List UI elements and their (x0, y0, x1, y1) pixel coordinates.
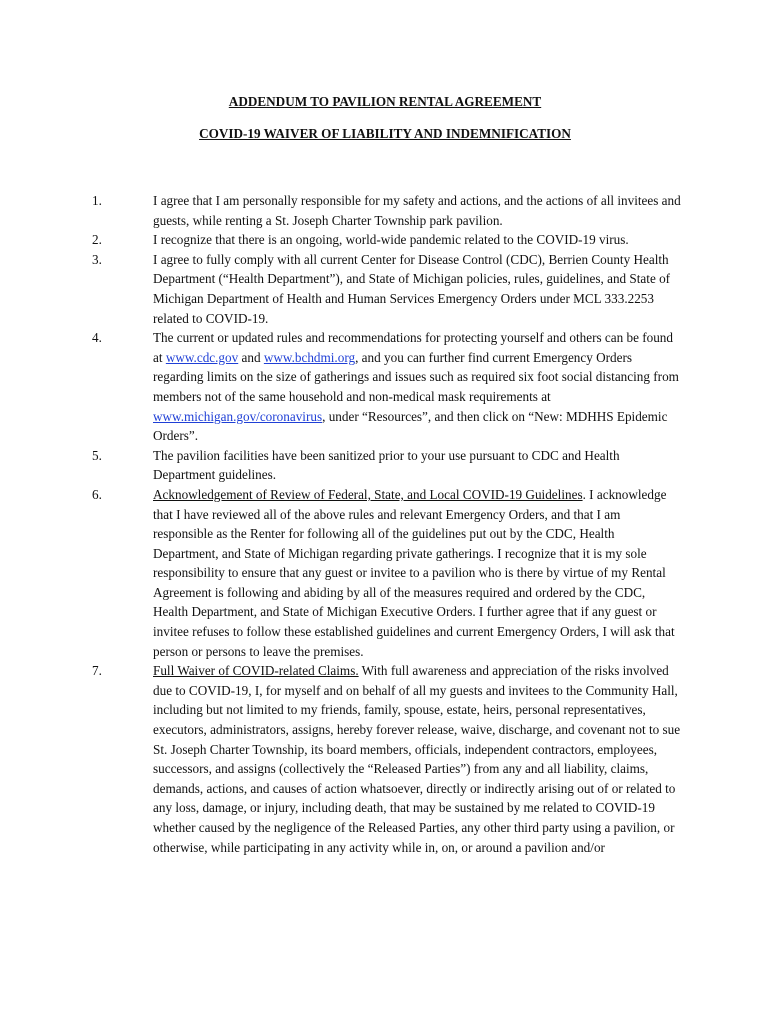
item-text (153, 328, 683, 446)
list-item (0, 191, 770, 230)
item-text: The pavilion facilities have been sanitized prior to your use pursuant to CDC and Health Department guidelines. (153, 447, 620, 483)
item-number: 7. (92, 663, 102, 679)
item-text: I recognize that there is an ongoing, world-wide pandemic related to the COVID-19 virus. (153, 232, 629, 248)
cdc-link[interactable]: www.cdc.gov (165, 349, 239, 365)
item-text: I agree to fully comply with all current Center for Disease Control (CDC), Berrien County Health Department (“Health Department”), and State of Michigan policies, rules, guidelines, and State of Michigan Department of Health and Human Services Emergency Orders under MCL 333.2253 related to COVID-19. (153, 251, 671, 326)
list-item (0, 230, 770, 250)
item-text (153, 661, 683, 857)
item-number: 5. (92, 447, 102, 463)
item-heading: Full Waiver of COVID-related Claims. (153, 663, 359, 679)
item-text-part: , and you can further find current Emergency Orders regarding limits on the size of gatherings and issues such as required six foot social distancing from members not of the same household and non-medical mask requirements at (153, 349, 679, 404)
list-item (0, 446, 770, 485)
document-subtitle: COVID-19 WAIVER OF LIABILITY AND INDEMNIFICATION (199, 126, 571, 141)
document-title: ADDENDUM TO PAVILION RENTAL AGREEMENT (228, 94, 542, 109)
item-text-part: The current or updated rules and recommendations for protecting yourself and others can be found at (153, 330, 673, 365)
item-heading: Acknowledgement of Review of Federal, State, and Local COVID-19 Guidelines (153, 486, 583, 502)
item-text-part: With full awareness and appreciation of the risks involved due to COVID-19, I, for myself and on behalf of all my guests and invitees to the Community Hall, including but not limited to my friends, family, spouse, estate, heirs, personal representatives, executors, administrators, assigns, hereby forever release, waive, discharge, and covenant not to sue St. Joseph Charter Township, its board members, officials, independent contractors, employees, successors, and assigns (collectively the “Released Parties”) from any and all liability, claims, demands, actions, and causes of action whatsoever, directly or indirectly arising out of or related to any loss, damage, or injury, including death, that may be sustained by me related to COVID-19 whether caused by the negligence of the Released Parties, any other third party using a pavilion, or otherwise, while participating in any activity while in, on, or around a pavilion and/or (153, 663, 681, 855)
michigan-coronavirus-link[interactable]: www.michigan.gov/coronavirus (153, 408, 323, 424)
numbered-list (0, 191, 770, 857)
item-text (153, 485, 683, 661)
item-number: 3. (92, 251, 102, 267)
item-number: 2. (92, 232, 102, 248)
list-item (0, 250, 770, 328)
item-text-part: . I acknowledge that I have reviewed all of the above rules and relevant Emergency Orders, and that I am responsible as the Renter for following all of the guidelines put out by the CDC, Health Department, and State of Michigan regarding private gatherings. I recognize that it is my sole responsibility to ensure that any guest or invitee to a pavilion who is there by virtue of my Rental Agreement is following and abiding by all of the measures required and ordered by the CDC, Health Department, and State of Michigan Executive Orders. I further agree that if any guest or invitee refuses to follow these established guidelines and current Emergency Orders, I will ask that person or persons to leave the premises. (153, 486, 675, 659)
item-text-part: , under “Resources”, and then click on “New: MDHHS Epidemic Orders”. (153, 408, 668, 444)
item-number: 1. (92, 193, 102, 208)
list-item (0, 328, 770, 446)
list-item (0, 661, 770, 857)
item-number: 4. (92, 330, 102, 346)
item-text: I agree that I am personally responsible for my safety and actions, and the actions of all invitees and guests, while renting a St. Joseph Charter Township park pavilion. (153, 193, 681, 228)
list-item (0, 485, 770, 661)
item-text-part: and (238, 349, 264, 365)
item-number: 6. (92, 486, 102, 502)
bchd-link[interactable]: www.bchdmi.org (263, 349, 356, 365)
